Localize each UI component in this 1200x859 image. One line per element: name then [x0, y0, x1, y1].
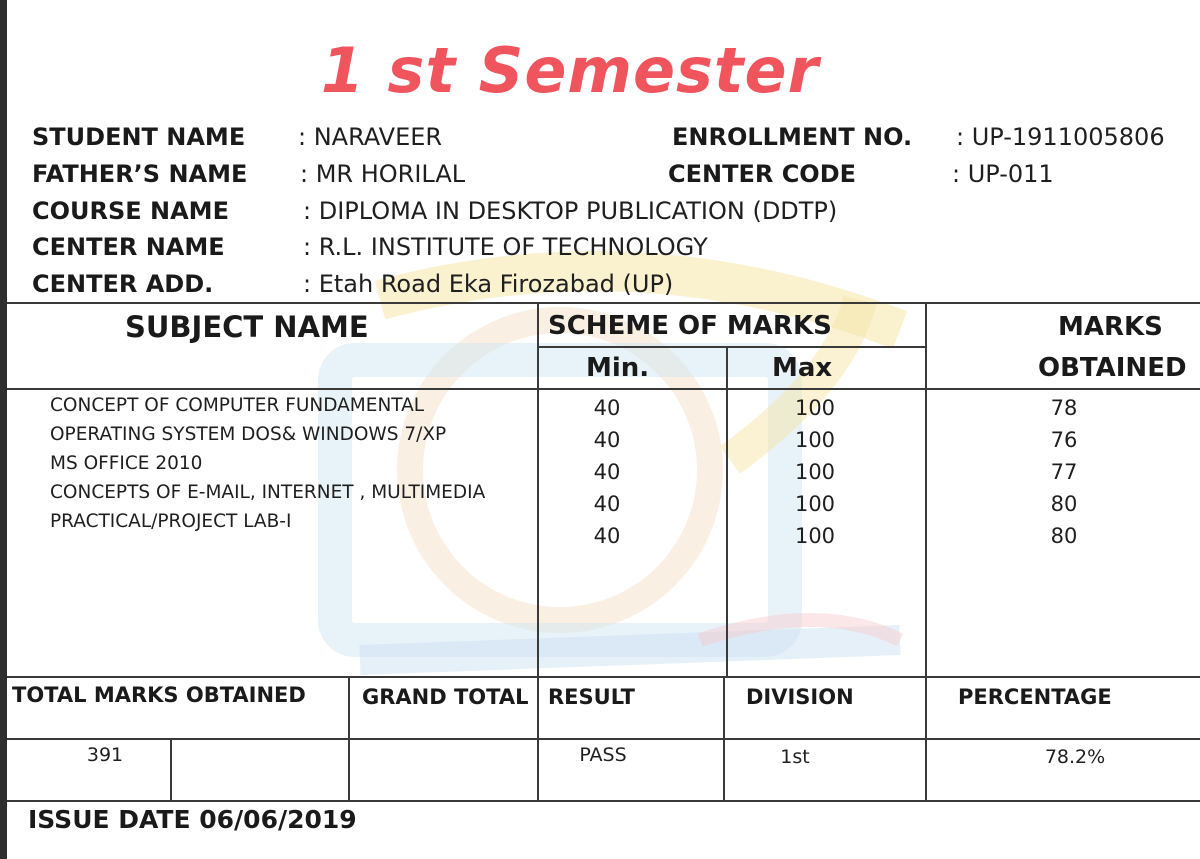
subject-name: OPERATING SYSTEM DOS& WINDOWS 7/XP [50, 424, 447, 445]
col-divider-total [348, 676, 350, 800]
scan-left-edge [0, 0, 7, 859]
max-mark: 100 [794, 492, 836, 516]
grand-total-header: GRAND TOTAL [362, 685, 529, 709]
enrollment-label: ENROLLMENT NO. [672, 123, 913, 151]
result-header: RESULT [548, 685, 635, 709]
center-name-label: CENTER NAME [32, 233, 225, 261]
header-bottom-border [7, 388, 1200, 390]
obtained-mark: 77 [1050, 460, 1078, 484]
student-name-label: STUDENT NAME [32, 123, 246, 151]
course-name-label: COURSE NAME [32, 197, 229, 225]
min-mark: 40 [593, 396, 621, 420]
total-marks-header: TOTAL MARKS OBTAINED [12, 683, 306, 707]
result-value: PASS [579, 744, 627, 766]
scheme-of-marks-header: SCHEME OF MARKS [548, 311, 832, 341]
max-mark: 100 [794, 396, 836, 420]
semester-title: 1 st Semester [320, 34, 820, 107]
summary-mid-border [7, 738, 1200, 740]
percentage-header: PERCENTAGE [958, 685, 1112, 709]
subject-name: CONCEPT OF COMPUTER FUNDAMENTAL [50, 395, 425, 416]
center-address-label: CENTER ADD. [32, 270, 214, 298]
max-mark: 100 [794, 524, 836, 548]
subject-name: PRACTICAL/PROJECT LAB-I [50, 511, 292, 532]
min-header: Min. [586, 353, 650, 383]
center-code-label: CENTER CODE [668, 160, 857, 188]
center-name-value: : R.L. INSTITUTE OF TECHNOLOGY [303, 233, 708, 261]
min-mark: 40 [593, 460, 621, 484]
min-mark: 40 [593, 428, 621, 452]
obtained-header: OBTAINED [1038, 353, 1187, 383]
col-divider-min-max [726, 346, 728, 676]
marks-header: MARKS [1058, 312, 1163, 342]
table-top-border [7, 302, 1200, 304]
issue-date: ISSUE DATE 06/06/2019 [28, 805, 357, 834]
scheme-divider [538, 346, 926, 348]
summary-top-border [7, 676, 1200, 678]
max-mark: 100 [794, 460, 836, 484]
obtained-mark: 80 [1050, 524, 1078, 548]
summary-bottom-border [7, 800, 1200, 802]
col-divider-obtained [925, 302, 927, 800]
min-mark: 40 [593, 492, 621, 516]
col-divider-result [723, 676, 725, 800]
subject-name: MS OFFICE 2010 [50, 453, 203, 474]
student-name-value: : NARAVEER [298, 123, 443, 151]
max-mark: 100 [794, 428, 836, 452]
percentage-value: 78.2% [1044, 746, 1106, 768]
min-mark: 40 [593, 524, 621, 548]
subject-name-header: SUBJECT NAME [125, 310, 369, 344]
obtained-mark: 78 [1050, 396, 1078, 420]
total-marks-value: 391 [86, 744, 124, 766]
obtained-mark: 76 [1050, 428, 1078, 452]
division-header: DIVISION [746, 685, 854, 709]
obtained-mark: 80 [1050, 492, 1078, 516]
enrollment-value: : UP-1911005806 [956, 123, 1165, 151]
center-address-value: : Etah Road Eka Firozabad (UP) [303, 270, 674, 298]
division-value: 1st [780, 746, 810, 768]
col-divider-total-value [170, 738, 172, 800]
col-divider-subject [537, 302, 539, 800]
father-name-value: : MR HORILAL [300, 160, 466, 188]
center-code-value: : UP-011 [952, 160, 1054, 188]
max-header: Max [772, 353, 833, 383]
course-name-value: : DIPLOMA IN DESKTOP PUBLICATION (DDTP) [303, 197, 838, 225]
father-name-label: FATHER’S NAME [32, 160, 248, 188]
subject-name: CONCEPTS OF E-MAIL, INTERNET , MULTIMEDIA [50, 482, 486, 503]
